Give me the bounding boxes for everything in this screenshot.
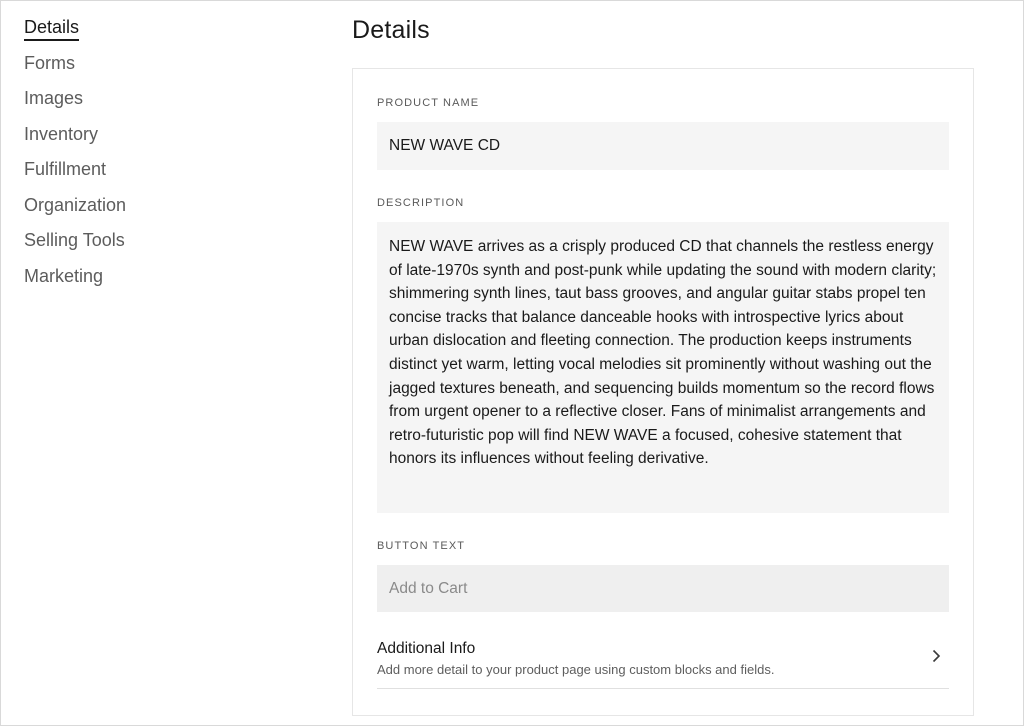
sidebar-item-images[interactable]: Images [24, 88, 84, 108]
sidebar-item-details[interactable]: Details [24, 14, 264, 40]
additional-info-subtitle: Add more detail to your product page using custom blocks and fields. [377, 662, 775, 677]
button-text-input[interactable]: Add to Cart [377, 565, 949, 612]
sidebar-item-forms[interactable]: Forms [24, 52, 75, 73]
sidebar-nav [24, 14, 264, 298]
sidebar-item-marketing[interactable]: Marketing [24, 265, 104, 286]
sidebar-item-selling-tools[interactable]: Selling Tools [24, 230, 125, 250]
sidebar-item-inventory[interactable]: Inventory [24, 123, 99, 144]
page-title: Details [352, 16, 430, 44]
sidebar-item-fulfillment[interactable]: Fulfillment [24, 159, 107, 179]
details-card [352, 68, 974, 716]
additional-info-row[interactable] [377, 635, 949, 689]
button-text-label: BUTTON TEXT [377, 540, 466, 552]
product-name-input[interactable]: NEW WAVE CD [377, 122, 949, 170]
description-label: DESCRIPTION [377, 197, 465, 209]
chevron-right-icon [929, 649, 943, 663]
product-name-label: PRODUCT NAME [377, 97, 480, 109]
additional-info-title: Additional Info [377, 640, 476, 657]
sidebar-item-organization[interactable]: Organization [24, 194, 127, 215]
description-textarea[interactable]: NEW WAVE arrives as a crisply produced CD that channels the restless energy of late-1970s synth and post-punk while updating the sound with modern clarity; shimmering synth lines, taut bass grooves, and angular guitar stabs propel ten concise tracks that balance danceable hooks with introspective lyrics about urban dislocation and fleeting connection. The production keeps instruments distinct yet warm, letting vocal melodies sit prominently without washing out the jagged textures beneath, and sequencing builds momentum so the record flows from urgent opener to a reflective closer. Fans of minimalist arrangements and retro-futuristic pop will find NEW WAVE a focused, cohesive statement that honors its influences without feeling derivative. [377, 222, 949, 513]
